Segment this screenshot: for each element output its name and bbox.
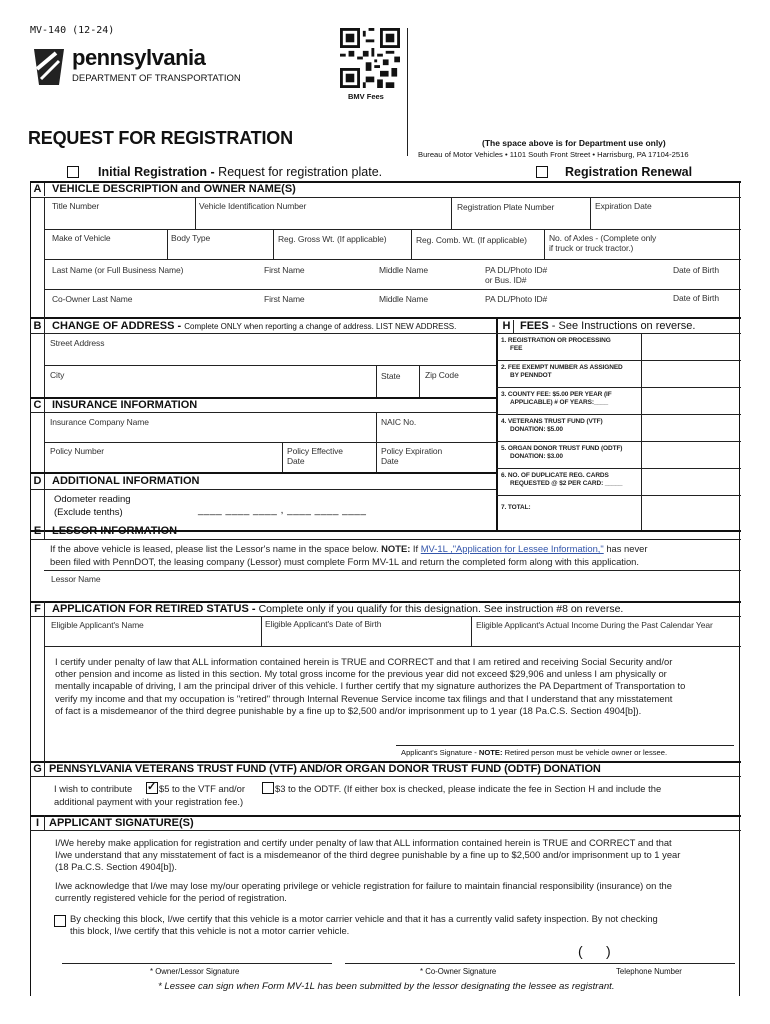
section-c-letter: C — [31, 399, 45, 412]
vtf-checkbox[interactable] — [146, 782, 158, 794]
page-title: REQUEST FOR REGISTRATION — [28, 128, 293, 148]
section-f-title: APPLICATION FOR RETIRED STATUS - Complete only if you qualify for this designation. See instruction #8 on reverse. — [52, 603, 624, 615]
fee-row-2-amount[interactable] — [642, 360, 740, 387]
phone-parens: ( ) — [578, 943, 611, 959]
odtf-label: $3 to the ODTF. (If either box is checked, please indicate the fee in Section H and include the — [275, 783, 662, 794]
fee-row-4-label: 4. VETERANS TRUST FUND (VTF) DONATION: $5.00 — [501, 418, 603, 433]
donation-note: additional payment with your registration fee.) — [54, 796, 244, 807]
lessor-instructions-1: If the above vehicle is leased, please list the Lessor's name in the space below. NOTE: If MV-1L ,"Application for Lessee Information," has never — [50, 543, 648, 554]
section-h-letter: H — [500, 320, 514, 333]
section-h-title: FEES - See Instructions on reverse. — [520, 320, 696, 332]
combined-weight-label: Reg. Comb. Wt. (If applicable) — [416, 235, 527, 245]
telephone-label: Telephone Number — [616, 967, 682, 976]
section-e-title: LESSOR INFORMATION — [52, 525, 178, 537]
check-icon: ✓ — [147, 781, 157, 793]
lessor-instructions-2: been filed with PennDOT, the leasing company (Lessor) must complete Form MV-1L and return the completed form along with this application. — [50, 556, 640, 567]
make-label: Make of Vehicle — [52, 233, 111, 243]
odometer-input[interactable]: ____ ____ ____ , ____ ____ ____ — [198, 505, 367, 516]
co-owner-middle-label: Middle Name — [379, 294, 428, 304]
dept-use-note: (The space above is for Department use only) — [482, 138, 666, 148]
retired-certification-line: verify my income and that my occupation is "retired" through Internal Revenue Service income tax filings and that I understand that any misstatement — [55, 692, 673, 704]
owner-signature-line[interactable] — [62, 963, 332, 964]
fee-row-6-amount[interactable] — [642, 468, 740, 495]
fee-row-7-label: 7. TOTAL: — [501, 504, 531, 511]
title-number-label: Title Number — [52, 201, 100, 211]
fee-row-4-amount[interactable] — [642, 414, 740, 441]
section-b-letter: B — [31, 320, 45, 333]
signature-statement-p1-line: I/We hereby make application for registration and certify under penalty of law that ALL information contained herein is TRUE and CORRECT and that — [55, 837, 672, 848]
expiration-date-label: Expiration Date — [595, 201, 652, 211]
mv-1l-link[interactable]: MV-1L ,"Application for Lessee Information," — [420, 543, 604, 554]
section-e-letter: E — [31, 525, 45, 538]
bureau-address: Bureau of Motor Vehicles • 1101 South Front Street • Harrisburg, PA 17104-2516 — [418, 150, 689, 159]
policy-expiration-label-1: Policy Expiration — [381, 446, 443, 456]
fee-row-7-amount[interactable] — [642, 495, 740, 531]
odometer-label-2: (Exclude tenths) — [54, 507, 123, 518]
axles-label-1: No. of Axles - (Complete only — [549, 233, 657, 243]
co-owner-padl-label: PA DL/Photo ID# — [485, 294, 548, 304]
form-number: MV-140 (12-24) — [30, 25, 115, 36]
section-g-letter: G — [31, 763, 45, 776]
odometer-label-1: Odometer reading — [54, 494, 131, 505]
co-owner-signature-label: * Co-Owner Signature — [420, 967, 497, 976]
owner-signature-label: * Owner/Lessor Signature — [150, 967, 240, 976]
fee-row-1-label: 1. REGISTRATION OR PROCESSING FEE — [501, 337, 611, 352]
signature-statement-p2-line: I/we acknowledge that I/we may lose my/our operating privilege or vehicle registration for failure to maintain financial responsibility (insurance) on the — [55, 880, 672, 891]
vin-label: Vehicle Identification Number — [199, 201, 307, 211]
pa-dl-label: PA DL/Photo ID# — [485, 265, 548, 275]
zip-label: Zip Code — [425, 370, 459, 380]
eligible-name-label: Eligible Applicant's Name — [51, 620, 144, 630]
retired-certification-line: I certify under penalty of law that ALL information contained herein is TRUE and CORRECT and that I am retired and receiving Social Security and/or — [55, 656, 673, 667]
section-f-letter: F — [31, 603, 45, 616]
fee-row-5-amount[interactable] — [642, 441, 740, 468]
bus-id-label: or Bus. ID# — [485, 275, 527, 285]
policy-number-label: Policy Number — [50, 446, 104, 456]
dept-use-divider — [407, 28, 408, 156]
naic-label: NAIC No. — [381, 417, 417, 427]
axles-label-2: if truck or truck tractor.) — [549, 243, 634, 253]
section-d-title: ADDITIONAL INFORMATION — [52, 475, 200, 487]
applicant-signature-label: Applicant's Signature - NOTE: Retired person must be vehicle owner or lessee. — [401, 748, 668, 757]
section-a-title: VEHICLE DESCRIPTION and OWNER NAME(S) — [52, 183, 296, 195]
plate-number-label: Registration Plate Number — [457, 202, 555, 212]
section-d-letter: D — [31, 475, 45, 488]
motor-carrier-checkbox[interactable] — [54, 915, 66, 927]
fee-row-3-amount[interactable] — [642, 387, 740, 414]
fee-row-5-label: 5. ORGAN DONOR TRUST FUND (ODTF) DONATION: $3.00 — [501, 445, 623, 460]
policy-effective-label-2: Date — [287, 456, 305, 466]
retired-certification-line: mentally incapable of driving, I am the principal driver of this vehicle. I further certify that my signature authorizes the PA Department of Transportation to — [55, 680, 686, 692]
lessee-footnote: * Lessee can sign when Form MV-1L has been submitted by the lessor designating the lessee as registrant. — [158, 981, 615, 992]
section-i-letter: I — [31, 817, 45, 830]
qr-code — [340, 28, 400, 88]
dob-label: Date of Birth — [673, 265, 719, 275]
middle-name-label: Middle Name — [379, 265, 428, 275]
insurance-company-label: Insurance Company Name — [50, 417, 149, 427]
contribute-label: I wish to contribute — [54, 783, 133, 794]
section-c-title: INSURANCE INFORMATION — [52, 399, 198, 411]
registration-renewal-checkbox[interactable] — [536, 166, 548, 178]
section-b-title: CHANGE OF ADDRESS - Complete ONLY when reporting a change of address. LIST NEW ADDRESS. — [52, 320, 457, 332]
section-i-title: APPLICANT SIGNATURE(S) — [49, 817, 194, 829]
first-name-label: First Name — [264, 265, 305, 275]
city-label: City — [50, 370, 65, 380]
signature-statement-p1-line: (18 Pa.C.S. Section 4904[b]). — [55, 861, 177, 873]
fee-row-1-amount[interactable] — [642, 333, 740, 360]
keystone-logo — [29, 47, 69, 87]
policy-expiration-label-2: Date — [381, 456, 399, 466]
telephone-line[interactable] — [575, 963, 735, 964]
co-owner-last-label: Co-Owner Last Name — [52, 294, 133, 304]
department-name: DEPARTMENT OF TRANSPORTATION — [72, 73, 241, 84]
odtf-checkbox[interactable] — [262, 782, 274, 794]
gross-weight-label: Reg. Gross Wt. (If applicable) — [278, 234, 387, 244]
initial-registration-label: Initial Registration - Request for registration plate. — [98, 165, 383, 179]
co-owner-signature-line[interactable] — [345, 963, 585, 964]
vtf-label: $5 to the VTF and/or — [159, 783, 245, 794]
fee-row-2-label: 2. FEE EXEMPT NUMBER AS ASSIGNED BY PENNDOT — [501, 364, 623, 379]
qr-caption: BMV Fees — [348, 92, 384, 101]
section-a-letter: A — [31, 183, 45, 196]
signature-statement-p3-line: this block, I/we certify that this vehicle is not a motor carrier vehicle. — [70, 925, 350, 937]
lessor-name-label: Lessor Name — [51, 574, 101, 584]
retired-certification-line: of fact is a misdemeanor of the third degree punishable by a fine up to $2,500 and/or imprisonment up to 1 year (18 Pa.C.S. Section 4904[b]). — [55, 704, 642, 716]
state-label: State — [381, 371, 401, 381]
fee-row-6-label: 6. NO. OF DUPLICATE REG. CARDS REQUESTED @ $2 PER CARD: _____ — [501, 472, 623, 487]
body-type-label: Body Type — [171, 233, 211, 243]
signature-statement-p2-line: currently registered vehicle for the period of registration. — [55, 892, 287, 904]
registration-renewal-label: Registration Renewal — [565, 165, 693, 179]
last-name-label: Last Name (or Full Business Name) — [52, 265, 184, 275]
brand-name: pennsylvania — [72, 45, 206, 70]
initial-registration-checkbox[interactable] — [67, 166, 79, 178]
policy-effective-label-1: Policy Effective — [287, 446, 343, 456]
eligible-dob-label: Eligible Applicant's Date of Birth — [265, 619, 382, 629]
retired-certification-line: other pension and income as listed in this section. My total gross income for the previous year did not exceed $29,906 and unless I am physically or — [55, 668, 667, 680]
section-g-title: PENNSYLVANIA VETERANS TRUST FUND (VTF) AND/OR ORGAN DONOR TRUST FUND (ODTF) DONATION — [49, 763, 601, 775]
co-owner-dob-label: Date of Birth — [673, 293, 719, 303]
signature-statement-p3-line: By checking this block, I/we certify that this vehicle is a motor carrier vehicle and that it has a currently valid safety inspection. By not checking — [70, 913, 658, 924]
eligible-income-label: Eligible Applicant's Actual Income During the Past Calendar Year — [476, 620, 713, 630]
signature-statement-p1-line: I/we understand that any misstatement of fact is a misdemeanor of the third degree punishable by a fine up to $2,500 and/or imprisonment up to 1 year — [55, 849, 681, 861]
co-owner-first-label: First Name — [264, 294, 305, 304]
street-address-label: Street Address — [50, 338, 105, 348]
fee-row-3-label: 3. COUNTY FEE: $5.00 PER YEAR (IF APPLICABLE) # OF YEARS:____ — [501, 391, 612, 406]
